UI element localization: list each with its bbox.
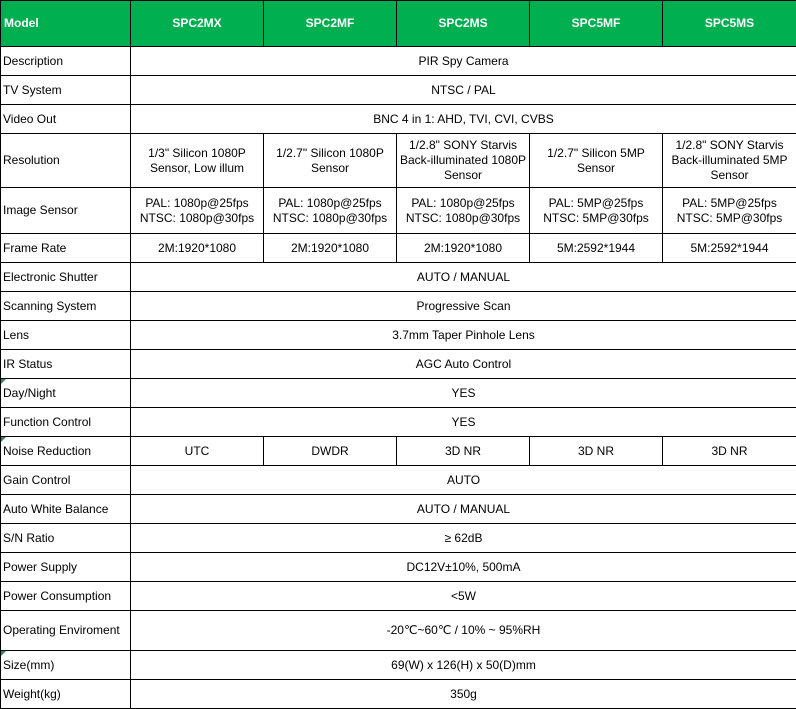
spec-label-text: Scanning System	[3, 298, 97, 313]
spec-value: 69(W) x 126(H) x 50(D)mm	[131, 651, 796, 680]
spec-row	[1, 524, 796, 553]
spec-value: ≥ 62dB	[131, 524, 796, 553]
spec-value: PAL: 1080p@25fps NTSC: 1080p@30fps	[264, 188, 397, 234]
spec-value: 3D NR	[397, 437, 530, 466]
spec-label	[1, 680, 131, 709]
spec-label	[1, 495, 131, 524]
spec-label-text: Weight(kg)	[3, 686, 61, 701]
spec-value: YES	[131, 408, 796, 437]
spec-value: DWDR	[264, 437, 397, 466]
header-row	[1, 1, 796, 47]
spec-value: Progressive Scan	[131, 292, 796, 321]
spec-label	[1, 651, 131, 680]
spec-row	[1, 134, 796, 188]
spec-value: AUTO	[131, 466, 796, 495]
spec-value: 350g	[131, 680, 796, 709]
spec-value: <5W	[131, 582, 796, 611]
spec-row	[1, 651, 796, 680]
spec-value: 5M:2592*1944	[530, 234, 663, 263]
spec-label-text: Resolution	[3, 153, 60, 167]
spec-label-text: Power Consumption	[3, 588, 112, 603]
spec-label-text: TV System	[3, 82, 62, 97]
spec-row	[1, 321, 796, 350]
model-name: SPC2MS	[397, 1, 530, 47]
spec-label-text: Video Out	[3, 111, 57, 126]
spec-label-text: Electronic Shutter	[3, 269, 98, 284]
model-header: Model	[1, 1, 131, 47]
spec-label-text: Size(mm)	[3, 657, 55, 672]
spec-label-text: IR Status	[3, 356, 53, 371]
spec-row	[1, 379, 796, 408]
spec-label	[1, 611, 131, 651]
spec-label	[1, 76, 131, 105]
spec-row	[1, 495, 796, 524]
comment-marker-icon	[1, 437, 6, 442]
spec-value: 3.7mm Taper Pinhole Lens	[131, 321, 796, 350]
spec-value: NTSC / PAL	[131, 76, 796, 105]
spec-value: 3D NR	[663, 437, 796, 466]
spec-row	[1, 350, 796, 379]
spec-label	[1, 234, 131, 263]
spec-row	[1, 263, 796, 292]
spec-value: 2M:1920*1080	[131, 234, 264, 263]
spec-label-text: S/N Ratio	[3, 530, 55, 545]
spec-row	[1, 680, 796, 709]
model-name: SPC2MX	[131, 1, 264, 47]
spec-label	[1, 524, 131, 553]
spec-label	[1, 47, 131, 76]
spec-value: AUTO / MANUAL	[131, 495, 796, 524]
spec-value: PAL: 5MP@25fps NTSC: 5MP@30fps	[530, 188, 663, 234]
comment-marker-icon	[1, 651, 6, 656]
spec-row	[1, 408, 796, 437]
spec-value: PAL: 1080p@25fps NTSC: 1080p@30fps	[397, 188, 530, 234]
spec-value: 2M:1920*1080	[264, 234, 397, 263]
spec-label	[1, 188, 131, 234]
spec-label	[1, 105, 131, 134]
spec-label-text: Lens	[3, 327, 30, 342]
spec-row	[1, 47, 796, 76]
spec-value: PIR Spy Camera	[131, 47, 796, 76]
model-name: SPC2MF	[264, 1, 397, 47]
spec-value: 2M:1920*1080	[397, 234, 530, 263]
spec-row	[1, 611, 796, 651]
spec-value: 1/2.7" Silicon 5MP Sensor	[530, 134, 663, 188]
spec-label	[1, 350, 131, 379]
spec-label	[1, 408, 131, 437]
spec-value: -20℃~60℃ / 10% ~ 95%RH	[131, 611, 796, 651]
spec-body	[1, 47, 796, 709]
spec-label-text: Auto White Balance	[3, 501, 109, 516]
spec-value: DC12V±10%, 500mA	[131, 553, 796, 582]
spec-value: UTC	[131, 437, 264, 466]
spec-label-text: Image Sensor	[3, 203, 78, 217]
model-name: SPC5MS	[663, 1, 796, 47]
spec-row	[1, 188, 796, 234]
spec-row	[1, 582, 796, 611]
spec-row	[1, 234, 796, 263]
spec-value: 5M:2592*1944	[663, 234, 796, 263]
spec-row	[1, 553, 796, 582]
spec-label-text: Gain Control	[3, 472, 71, 487]
spec-value: BNC 4 in 1: AHD, TVI, CVI, CVBS	[131, 105, 796, 134]
spec-label	[1, 553, 131, 582]
spec-value: AUTO / MANUAL	[131, 263, 796, 292]
spec-row	[1, 292, 796, 321]
spec-label	[1, 437, 131, 466]
spec-row	[1, 105, 796, 134]
spec-label	[1, 292, 131, 321]
model-name: SPC5MF	[530, 1, 663, 47]
spec-label-text: Noise Reduction	[3, 443, 92, 458]
spec-label	[1, 263, 131, 292]
spec-value: 3D NR	[530, 437, 663, 466]
comment-marker-icon	[1, 379, 6, 384]
spec-value: 1/2.7" Silicon 1080P Sensor	[264, 134, 397, 188]
spec-label-text: Power Supply	[3, 559, 78, 574]
spec-value: PAL: 5MP@25fps NTSC: 5MP@30fps	[663, 188, 796, 234]
spec-label	[1, 379, 131, 408]
spec-label-text: Description	[3, 53, 64, 68]
spec-label-text: Function Control	[3, 414, 92, 429]
spec-label-text: Frame Rate	[3, 240, 67, 255]
spec-label-text: Day/Night	[3, 385, 56, 400]
spec-label	[1, 321, 131, 350]
spec-label-text: Operating Enviroment	[3, 623, 120, 637]
spec-label	[1, 134, 131, 188]
spec-value: AGC Auto Control	[131, 350, 796, 379]
spec-value: YES	[131, 379, 796, 408]
spec-row	[1, 437, 796, 466]
spec-row	[1, 76, 796, 105]
spec-label	[1, 466, 131, 495]
spec-value: 1/3" Silicon 1080P Sensor, Low illum	[131, 134, 264, 188]
spec-row	[1, 466, 796, 495]
spec-label	[1, 582, 131, 611]
spec-value: 1/2.8" SONY Starvis Back-illuminated 1080P Sensor	[397, 134, 530, 188]
spec-value: 1/2.8" SONY Starvis Back-illuminated 5MP Sensor	[663, 134, 796, 188]
spec-value: PAL: 1080p@25fps NTSC: 1080p@30fps	[131, 188, 264, 234]
